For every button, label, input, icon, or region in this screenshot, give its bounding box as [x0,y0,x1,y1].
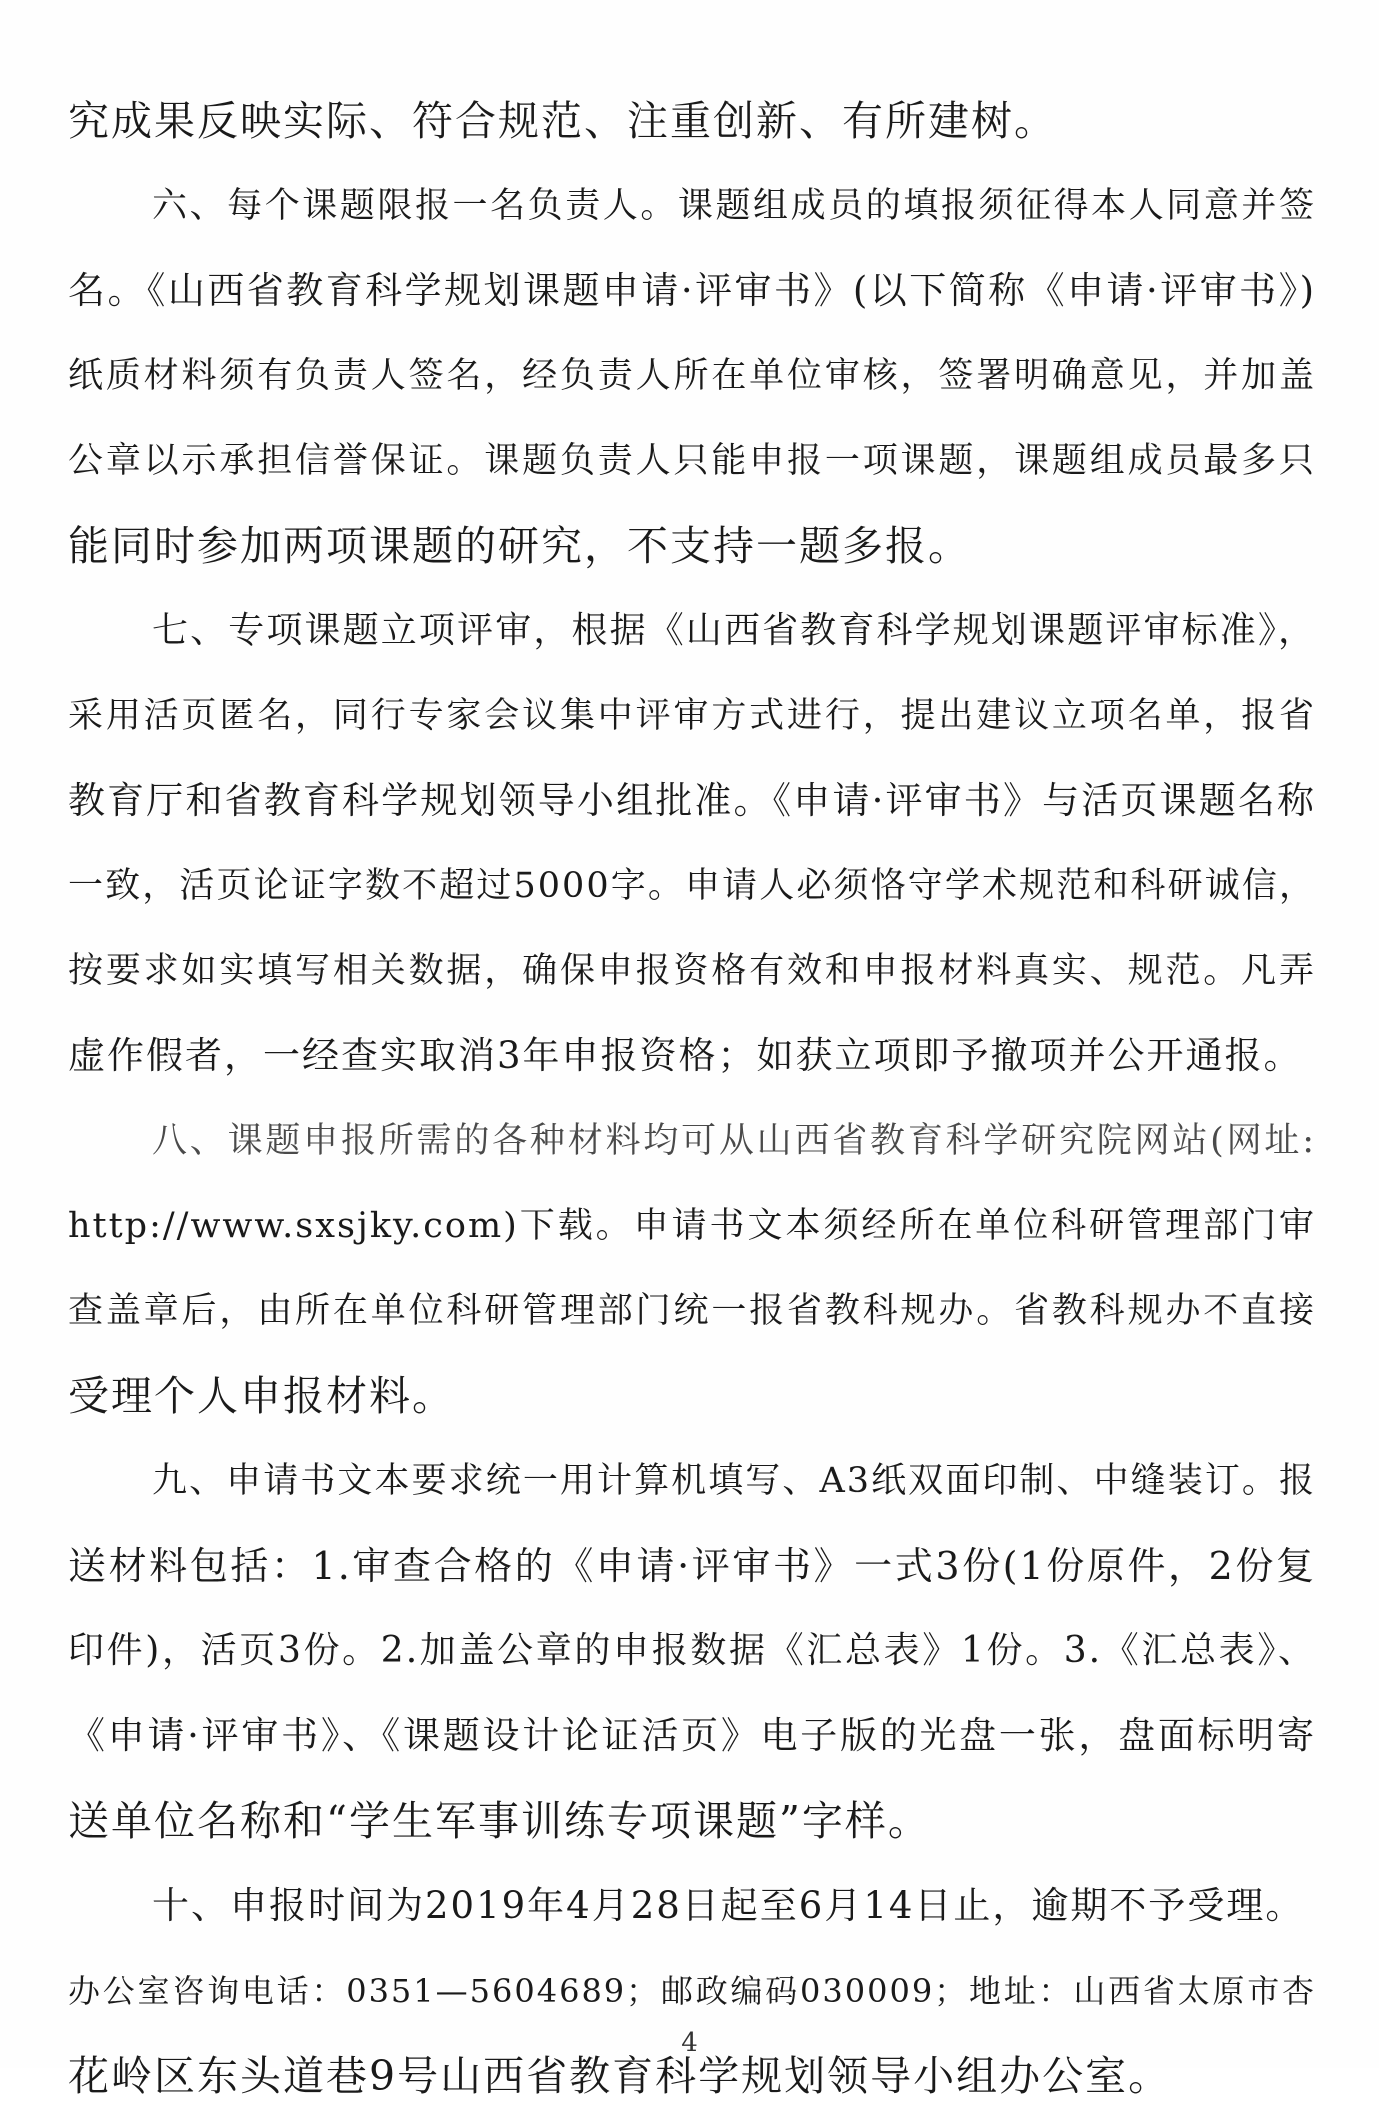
paragraph-six-start: 六、每个课题限报一名负责人。课题组成员的填报须征得本人同意并签 [152,186,1316,226]
text-line: 采用活页匿名，同行专家会议集中评审方式进行，提出建议立项名单，报省 [68,696,1316,736]
paragraph-nine-start: 九、申请书文本要求统一用计算机填写、A3纸双面印制、中缝装订。报 [152,1461,1316,1501]
text-line: 虚作假者，一经查实取消3年申报资格；如获立项即予撤项并公开通报。 [68,1034,1303,1077]
text-line: 送材料包括：1.审查合格的《申请·评审书》一式3份(1份原件，2份复 [68,1544,1316,1588]
text-line: 《申请·评审书》、《课题设计论证活页》电子版的光盘一张，盘面标明寄 [68,1714,1316,1757]
text-line: 受理个人申报材料。 [68,1372,455,1420]
text-line: http://www.sxsjky.com)下载。申请书文本须经所在单位科研管理部门审 [68,1206,1316,1246]
text-line: 纸质材料须有负责人签名，经负责人所在单位审核，签署明确意见，并加盖 [68,356,1316,396]
text-line: 办公室咨询电话：0351—5604689；邮政编码030009；地址：山西省太原市杏 [68,1972,1316,2010]
paragraph-eight-start: 八、课题申报所需的各种材料均可从山西省教育科学研究院网站(网址: [152,1121,1316,1161]
paragraph-ten-start: 十、申报时间为2019年4月28日起至6月14日止，逾期不予受理。 [152,1884,1305,1927]
page-number: 4 [681,2028,698,2058]
text-line: 能同时参加两项课题的研究，不支持一题多报。 [68,522,971,570]
text-line: 名。《山西省教育科学规划课题申请·评审书》(以下简称《申请·评审书》) [68,269,1317,312]
text-line: 教育厅和省教育科学规划领导小组批准。《申请·评审书》与活页课题名称 [68,779,1316,822]
text-line: 究成果反映实际、符合规范、注重创新、有所建树。 [68,97,1057,145]
document-body [68,88,1316,2128]
text-line: 花岭区东头道巷9号山西省教育科学规划领导小组办公室。 [68,2052,1172,2100]
text-line: 按要求如实填写相关数据，确保申报资格有效和申报材料真实、规范。凡弄 [68,951,1316,991]
text-line: 印件)，活页3份。2.加盖公章的申报数据《汇总表》1份。3.《汇总表》、 [68,1630,1316,1671]
paragraph-seven-start: 七、专项课题立项评审，根据《山西省教育科学规划课题评审标准》， [152,610,1316,651]
text-line: 查盖章后，由所在单位科研管理部门统一报省教科规办。省教科规办不直接 [68,1291,1316,1331]
text-line: 公章以示承担信誉保证。课题负责人只能申报一项课题，课题组成员最多只 [68,441,1316,481]
text-line: 一致，活页论证字数不超过5000字。申请人必须恪守学术规范和科研诚信， [68,866,1316,906]
text-line: 送单位名称和“学生军事训练专项课题”字样。 [68,1797,931,1845]
